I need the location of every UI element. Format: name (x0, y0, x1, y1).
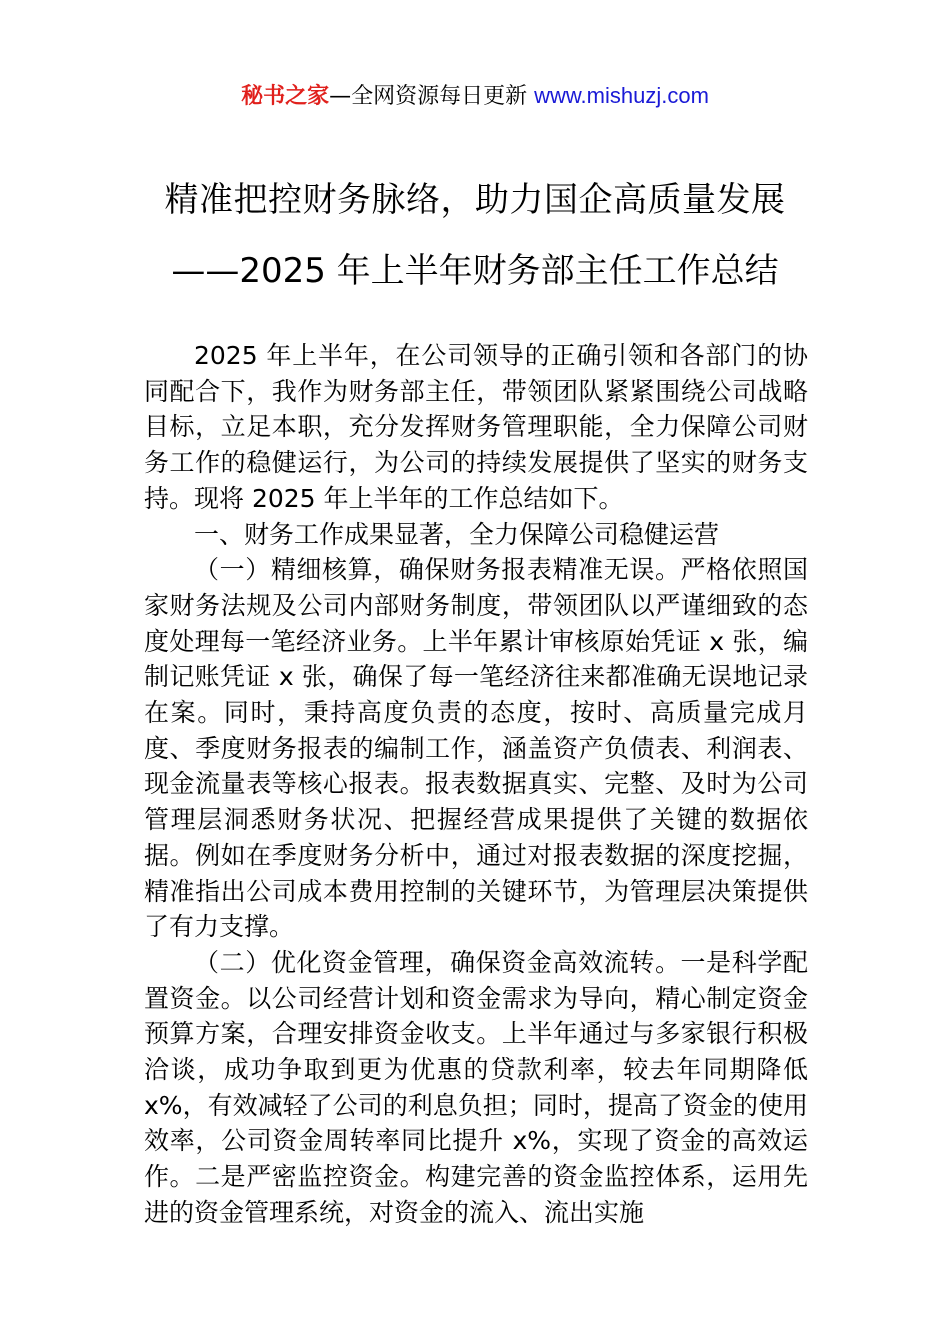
section-heading-1: 一、财务工作成果显著，全力保障公司稳健运营 (194, 519, 720, 549)
document-body (144, 338, 808, 1231)
header-tagline: —全网资源每日更新 (329, 84, 535, 109)
paragraph-funds: （二）优化资金管理，确保资金高效流转。一是科学配置资金。以公司经营计划和资金需求为导向，精心制定资金预算方案，合理安排资金收支。上半年通过与多家银行积极洽谈，成功争取到更为优惠的贷款利率，较去年同期降低 x%，有效减轻了公司的利息负担；同时，提高了资金的使用效率，公司资金周转率同比提升 x%，实现了资金的高效运作。二是严密监控资金。构建完善的资金监控体系，运用先进的资金管理系统，对资金的流入、流出实施 (144, 947, 808, 1227)
site-url-link[interactable]: www.mishuzj.com (534, 83, 709, 108)
brand-name: 秘书之家 (241, 84, 330, 109)
paragraph-accounting: （一）精细核算，确保财务报表精准无误。严格依照国家财务法规及公司内部财务制度，带领团队以严谨细致的态度处理每一笔经济业务。上半年累计审核原始凭证 x 张，编制记账凭证 x 张，确保了每一笔经济往来都准确无误地记录在案。同时，秉持高度负责的态度，按时、高质量完成月度、季度财务报表的编制工作，涵盖资产负债表、利润表、现金流量表等核心报表。报表数据真实、完整、及时为公司管理层洞悉财务状况、把握经营成果提供了关键的数据依据。例如在季度财务分析中，通过对报表数据的深度挖掘，精准指出公司成本费用控制的关键环节，为管理层决策提供了有力支撑。 (144, 555, 808, 942)
paragraph-intro: 2025 年上半年，在公司领导的正确引领和各部门的协同配合下，我作为财务部主任，带领团队紧紧围绕公司战略目标，立足本职，充分发挥财务管理职能，全力保障公司财务工作的稳健运行，为公司的持续发展提供了坚实的财务支持。现将 2025 年上半年的工作总结如下。 (144, 341, 808, 513)
site-header (0, 80, 950, 113)
document-subtitle: ——2025 年上半年财务部主任工作总结 (171, 251, 779, 291)
document-title: 精准把控财务脉络，助力国企高质量发展 (164, 180, 786, 220)
